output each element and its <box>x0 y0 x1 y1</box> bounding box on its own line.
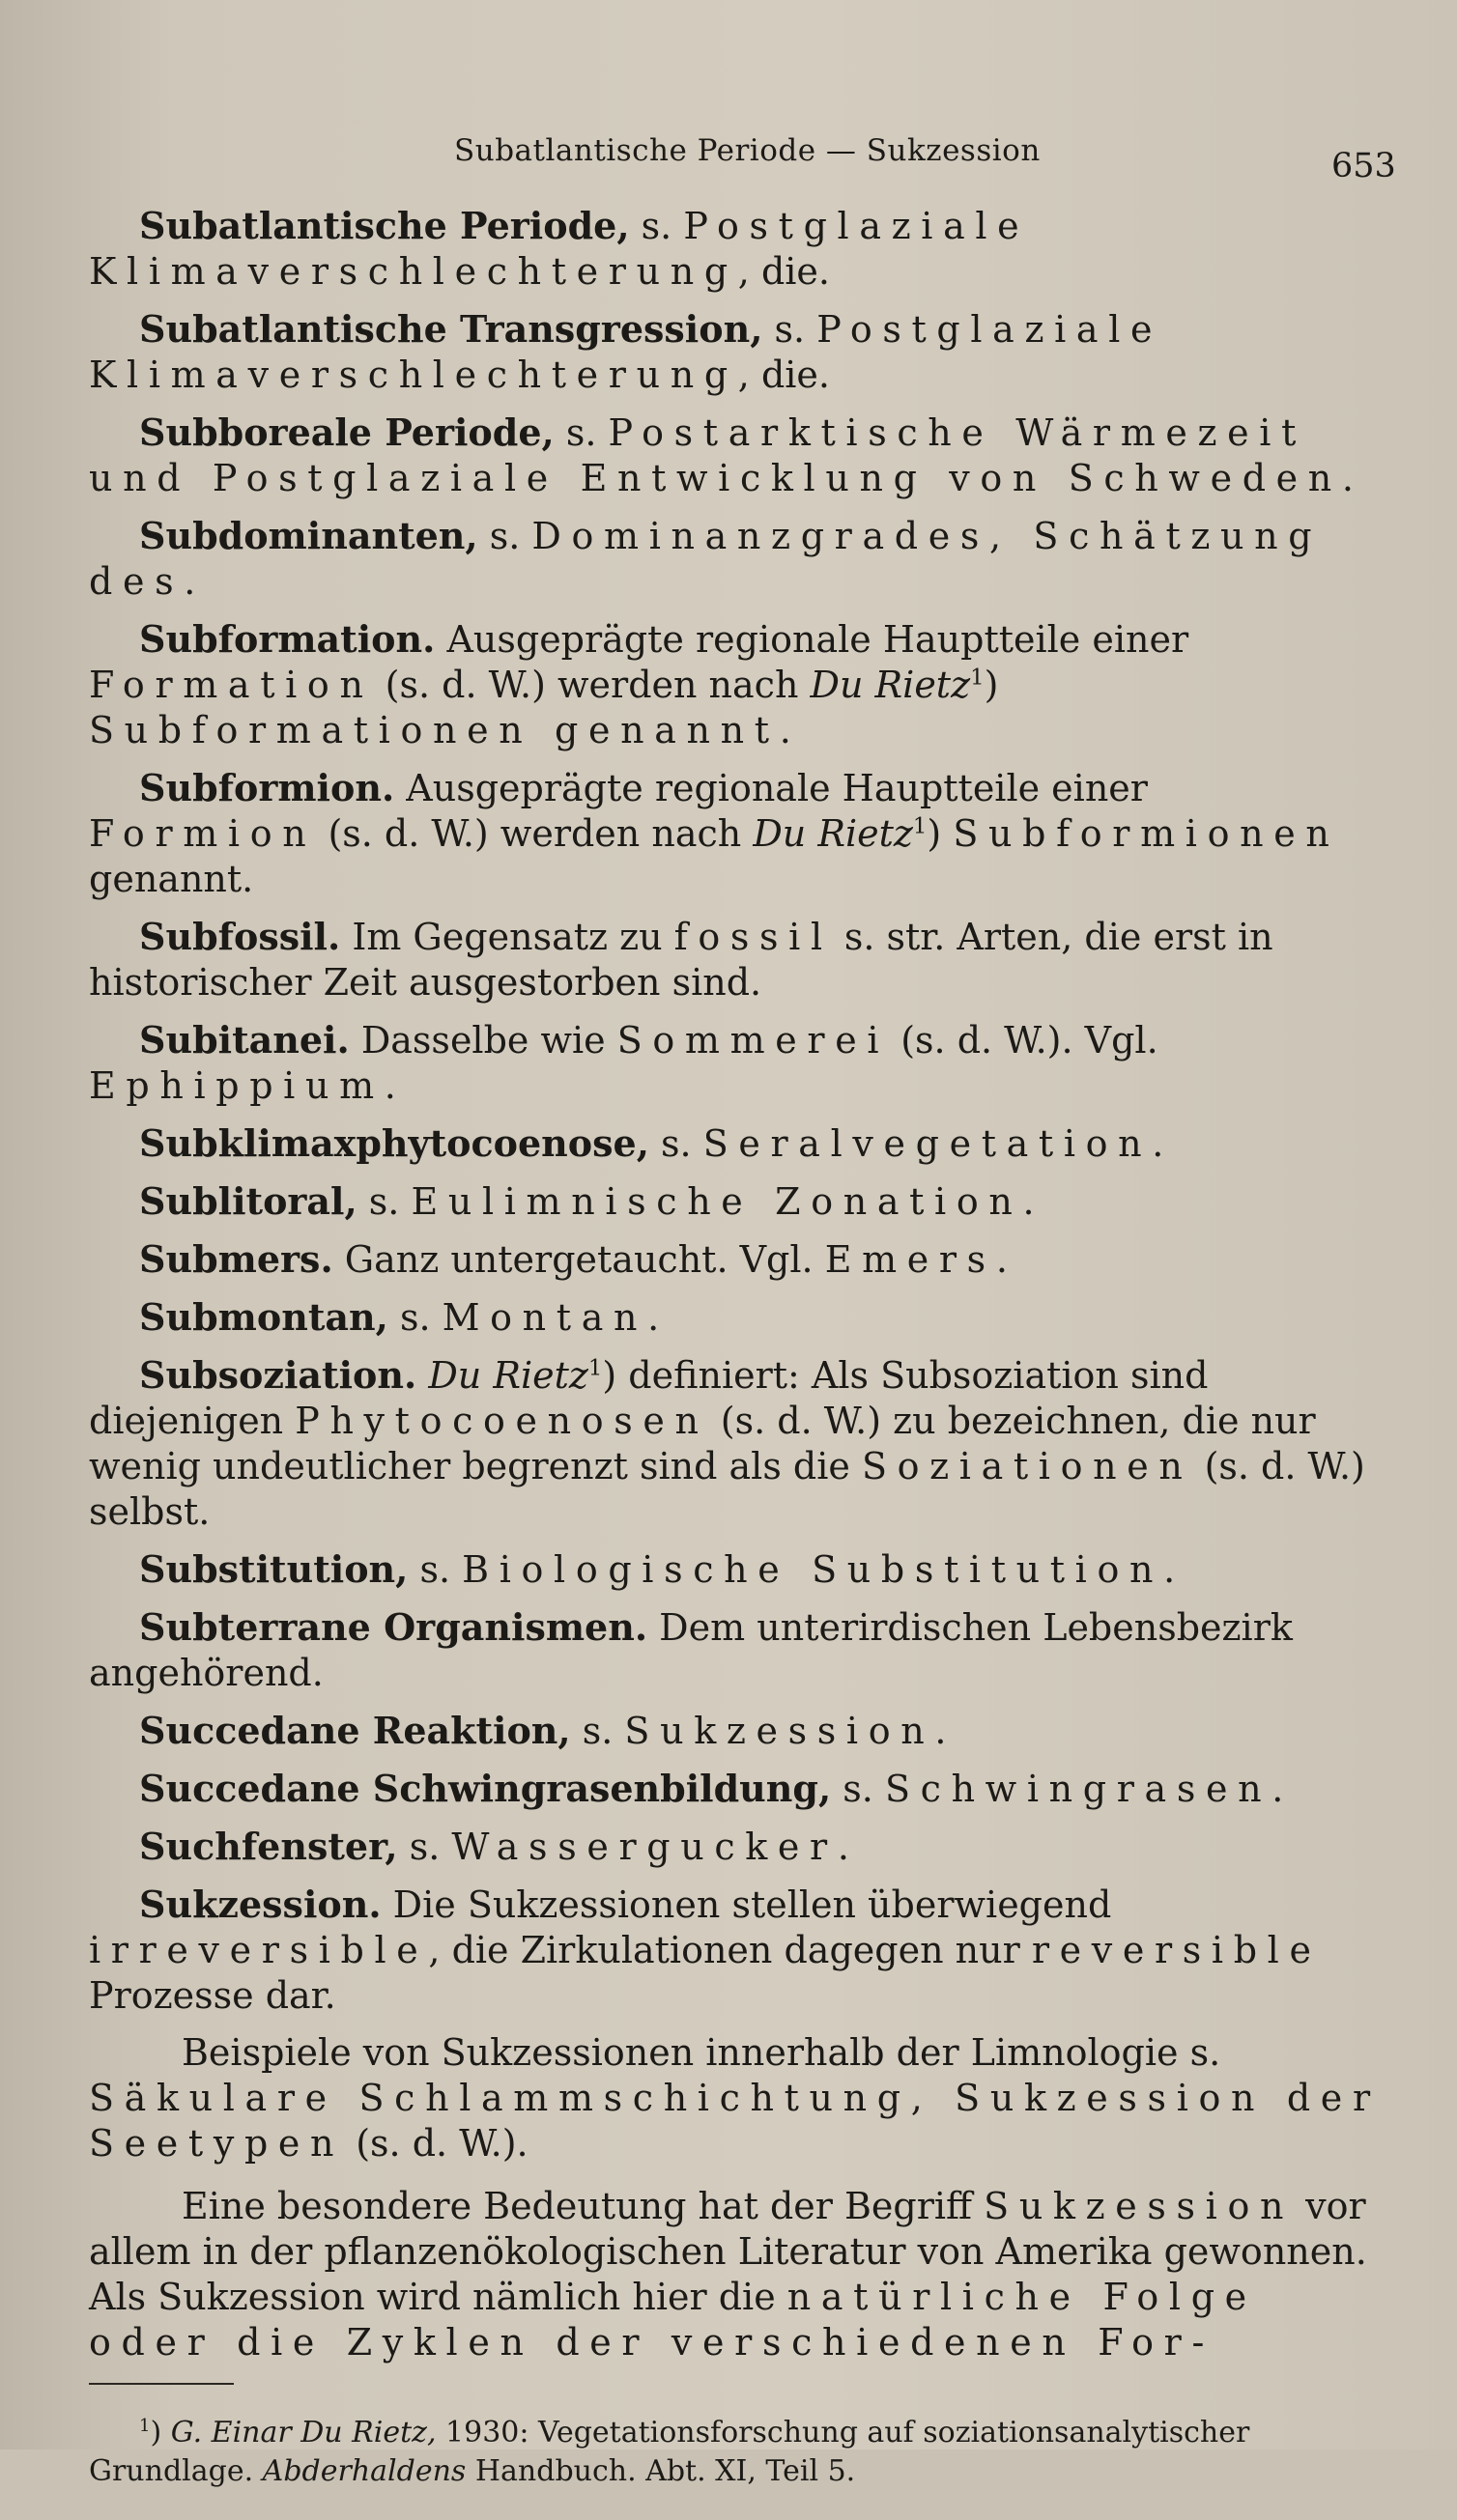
footnote-mark: 1 <box>139 2416 151 2436</box>
dictionary-entry <box>89 914 1384 1005</box>
text <box>416 1354 428 1397</box>
entry-term: Succedane Schwingrasenbildung, <box>139 1767 832 1810</box>
spaced-term: Montan <box>442 1296 648 1339</box>
text: s. <box>357 1180 412 1223</box>
spaced-term: Sommerei <box>616 1019 890 1062</box>
spaced-term: Seralvegetation <box>702 1122 1153 1165</box>
text: (s. d. W.) zu bezeichnen, die nur wenig undeutlicher begrenzt sind als die <box>89 1400 1316 1487</box>
text: , die. <box>737 250 831 293</box>
paragraph <box>89 2030 1384 2166</box>
text: s. <box>397 1826 452 1868</box>
spaced-term: Postarktische Wärmezeit und Postglaziale Entwicklung von Schweden <box>89 411 1342 499</box>
text: s. <box>554 411 609 454</box>
dictionary-entry <box>89 1708 1384 1754</box>
dictionary-entry <box>89 1352 1384 1535</box>
dictionary-entry <box>89 1604 1384 1696</box>
entry-term: Subformion. <box>139 766 395 809</box>
text: Die Sukzessionen stellen überwiegend <box>381 1883 1112 1926</box>
dictionary-entry <box>89 1178 1384 1225</box>
text: (s. d. W.) werden nach <box>316 812 754 855</box>
entry-list <box>89 203 1384 1870</box>
spaced-term: Subformationen genannt <box>89 709 780 751</box>
spaced-term: Subformionen <box>953 812 1340 855</box>
entry-term: Sukzession. <box>139 1883 382 1926</box>
spaced-term: Sukzession <box>624 1710 935 1752</box>
entry-term: Subterrane Organismen. <box>139 1605 648 1649</box>
italic-author: Du Rietz <box>428 1354 588 1397</box>
entry-term: Subatlantische Transgression, <box>139 307 763 351</box>
text: Prozesse dar. <box>89 1974 336 2017</box>
entry-term: Succedane Reaktion, <box>139 1709 571 1752</box>
text: Handbuch. Abt. XI, Teil 5. <box>466 2454 856 2488</box>
text: . <box>779 709 791 751</box>
dictionary-entry <box>89 1294 1384 1341</box>
text: (s. d. W.). Vgl. <box>889 1019 1158 1062</box>
dictionary-entry <box>89 306 1384 398</box>
spaced-term: Postglaziale Klimaverschlechterung <box>89 205 1030 293</box>
dictionary-entry <box>89 1120 1384 1167</box>
dictionary-entry <box>89 203 1384 295</box>
spaced-term: irreversible <box>89 1929 429 1971</box>
text: s. <box>477 515 532 557</box>
spaced-term: Postglaziale Klimaverschlechterung <box>89 308 1163 396</box>
entry-term: Submers. <box>139 1237 333 1281</box>
entry-term: Substitution, <box>139 1547 409 1591</box>
footnote-author: G. Einar Du Rietz, <box>161 2416 437 2449</box>
text: , die. <box>737 354 831 396</box>
entry-sukzession <box>89 1882 1384 2019</box>
text: s. <box>387 1296 443 1339</box>
entry-term: Submontan, <box>139 1295 388 1339</box>
text: Dem unterirdischen Lebensbezirk angehörend. <box>89 1606 1293 1694</box>
text: Eine besondere Bedeutung hat der Begriff <box>182 2185 985 2227</box>
italic-author: Du Rietz <box>810 664 971 706</box>
spaced-term: Ephippium <box>89 1064 385 1107</box>
italic-author: Du Rietz <box>753 812 913 855</box>
text: . <box>1271 1768 1284 1810</box>
text: 1930: Vegetationsforschung auf soziationsanalytischer Grundlage. <box>89 2416 1250 2488</box>
text: . <box>995 1238 1008 1281</box>
paragraph <box>89 2184 1384 2365</box>
text: ) definiert: Als Subsoziation sind diejenigen <box>89 1354 1209 1442</box>
dictionary-entry <box>89 1017 1384 1109</box>
dictionary-entry <box>89 1236 1384 1283</box>
entry-term: Subformation. <box>139 617 436 661</box>
dictionary-entry <box>89 513 1384 605</box>
entry-term: Subboreale Periode, <box>139 411 555 454</box>
spaced-term: Eulimnische Zonation <box>411 1180 1023 1223</box>
text: genannt. <box>89 858 254 900</box>
text: Im Gegensatz zu <box>340 916 674 958</box>
text: ) <box>927 812 954 855</box>
text: . <box>934 1710 947 1752</box>
footnote: $^1$) G. Einar Du Rietz, 1930: Vegetationsforschung auf soziationsanalytischer Grundlage. Abderhaldens Handbuch. Abt. XI, Teil 5. <box>89 2416 1250 2488</box>
spaced-term: fossil <box>673 916 833 958</box>
entry-term: Subitanei. <box>139 1018 350 1062</box>
dictionary-entry <box>89 616 1384 753</box>
text: s. <box>648 1122 703 1165</box>
text: Dasselbe wie <box>349 1019 617 1062</box>
running-head: Subatlantische Periode — Sukzession <box>454 133 1041 168</box>
spaced-term: natürliche Folge oder die Zyklen der verschiedenen For- <box>89 2276 1257 2364</box>
text: s. <box>629 205 684 247</box>
spaced-term: Säkulare Schlammschichtung, Sukzession der Seetypen <box>89 2077 1381 2165</box>
entry-term: Sublitoral, <box>139 1179 357 1223</box>
entry-term: Subdominanten, <box>139 514 478 557</box>
spaced-term: reversible <box>1031 1929 1322 1971</box>
text: (s. d. W.). <box>344 2122 529 2165</box>
text: . <box>384 1064 396 1107</box>
spaced-term: Emers <box>824 1238 996 1281</box>
spaced-term: Formion <box>89 812 317 855</box>
dictionary-entry <box>89 410 1384 501</box>
entry-term: Suchfenster, <box>139 1825 398 1868</box>
text: . <box>837 1826 849 1868</box>
note-mark: 1 <box>970 665 985 691</box>
text: (s. d. W.) werden nach <box>373 664 811 706</box>
spaced-term: Dominanzgrades, Schätzung des <box>89 515 1323 603</box>
text: vor allem in der pflanzenökologischen Literatur von Amerika gewonnen. Als Sukzession wird nämlich hier die <box>89 2185 1367 2318</box>
spaced-term: Schwingrasen <box>884 1768 1272 1810</box>
text: (s. d. W.) selbst. <box>89 1445 1365 1533</box>
text: Ganz untergetaucht. Vgl. <box>332 1238 825 1281</box>
text: s. str. Arten, die erst in historischer Zeit ausgestorben sind. <box>89 916 1273 1004</box>
text: . <box>1152 1122 1164 1165</box>
text: s. <box>408 1548 463 1591</box>
spaced-term: Formation <box>89 664 374 706</box>
spaced-term: Wassergucker <box>451 1826 838 1868</box>
spaced-term: Soziationen <box>861 1445 1193 1487</box>
italic-text: Abderhaldens <box>262 2454 467 2488</box>
dictionary-entry <box>89 1824 1384 1870</box>
spaced-term: Phytocoenosen <box>295 1400 709 1442</box>
note-mark: 1 <box>912 813 928 839</box>
text: s. <box>570 1710 625 1752</box>
spaced-term: Sukzession <box>984 2185 1295 2227</box>
dictionary-entry <box>89 765 1384 902</box>
text: ) <box>984 664 999 706</box>
text: . <box>1341 457 1355 499</box>
text: s. <box>831 1768 885 1810</box>
text: Beispiele von Sukzessionen innerhalb der Limnologie s. <box>182 2031 1221 2074</box>
entry-term: Subklimaxphytocoenose, <box>139 1121 649 1165</box>
text: . <box>647 1296 660 1339</box>
text: . <box>184 560 196 603</box>
footnote-rule <box>89 2383 234 2385</box>
page-body <box>89 203 1384 2520</box>
text: . <box>1163 1548 1176 1591</box>
text: Ausgeprägte regionale Hauptteile einer <box>435 618 1189 661</box>
entry-term: Subfossil. <box>139 915 341 958</box>
text: . <box>1022 1180 1035 1223</box>
spaced-term: Biologische Substitution <box>462 1548 1164 1591</box>
dictionary-entry <box>89 1766 1384 1812</box>
text: , die Zirkulationen dagegen nur <box>428 1929 1032 1971</box>
entry-term: Subsoziation. <box>139 1353 417 1397</box>
note-mark: 1 <box>587 1355 603 1381</box>
text: s. <box>762 308 817 351</box>
page-number: 653 <box>1331 147 1396 185</box>
entry-term: Subatlantische Periode, <box>139 204 630 247</box>
dictionary-entry <box>89 1546 1384 1593</box>
text: Ausgeprägte regionale Hauptteile einer <box>394 767 1148 809</box>
